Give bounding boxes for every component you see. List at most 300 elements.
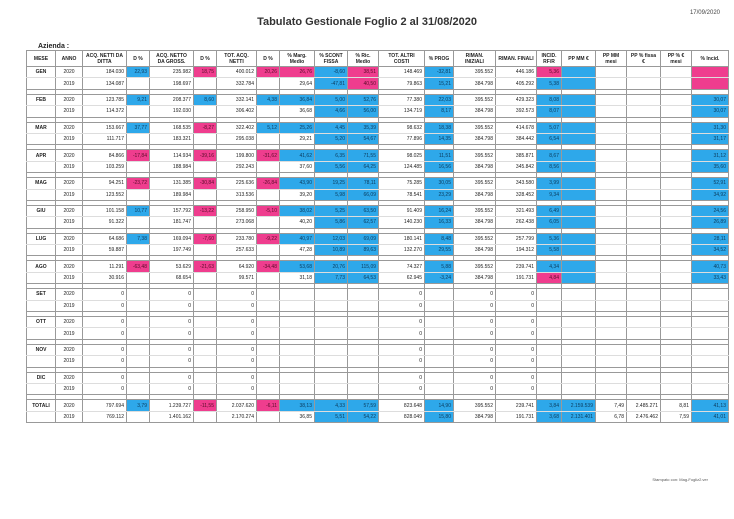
value-cell: 332.784 xyxy=(217,78,257,89)
column-header: RIMAN. INIZIALI xyxy=(454,51,496,67)
value-cell: 157.792 xyxy=(150,205,194,216)
value-cell: 5,07 xyxy=(537,122,562,133)
value-cell: -21,63 xyxy=(194,261,217,272)
value-cell: 4,33 xyxy=(315,400,348,411)
value-cell: 0 xyxy=(379,383,425,394)
value-cell: 38,51 xyxy=(348,67,379,78)
value-cell: 5,58 xyxy=(537,245,562,256)
value-cell: 53,68 xyxy=(280,261,315,272)
value-cell: 208.377 xyxy=(150,94,194,105)
value-cell: 59.887 xyxy=(83,245,127,256)
value-cell xyxy=(562,161,596,172)
value-cell: 4,84 xyxy=(537,272,562,283)
value-cell: 0 xyxy=(379,372,425,383)
value-cell: 0 xyxy=(83,383,127,394)
column-header: D % xyxy=(194,51,217,67)
value-cell: -8,60 xyxy=(315,67,348,78)
value-cell: 111.717 xyxy=(83,133,127,144)
value-cell xyxy=(280,300,315,311)
value-cell xyxy=(596,356,627,367)
value-cell: 0 xyxy=(150,289,194,300)
value-cell xyxy=(562,300,596,311)
value-cell xyxy=(562,205,596,216)
value-cell: 11.291 xyxy=(83,261,127,272)
table-row xyxy=(27,372,729,383)
value-cell: 395.552 xyxy=(454,400,496,411)
value-cell xyxy=(257,133,280,144)
value-cell xyxy=(596,161,627,172)
value-cell xyxy=(596,245,627,256)
column-header: INCID. RF/R xyxy=(537,51,562,67)
value-cell: 98.632 xyxy=(379,122,425,133)
value-cell: 71,55 xyxy=(348,150,379,161)
month-cell: SET xyxy=(27,289,56,300)
value-cell: 199.800 xyxy=(217,150,257,161)
value-cell xyxy=(627,300,661,311)
value-cell: 395.552 xyxy=(454,261,496,272)
value-cell xyxy=(348,328,379,339)
value-cell: 5,98 xyxy=(315,189,348,200)
value-cell xyxy=(257,300,280,311)
column-header: ANNO xyxy=(56,51,83,67)
value-cell: 0 xyxy=(217,344,257,355)
year-cell: 2019 xyxy=(56,78,83,89)
value-cell xyxy=(627,289,661,300)
table-row xyxy=(27,317,729,328)
value-cell: 40,97 xyxy=(280,233,315,244)
value-cell xyxy=(257,356,280,367)
value-cell xyxy=(661,261,692,272)
value-cell: 16,33 xyxy=(425,217,454,228)
value-cell: 191.731 xyxy=(496,272,537,283)
value-cell: 31,12 xyxy=(692,150,729,161)
value-cell: 183.321 xyxy=(150,133,194,144)
value-cell xyxy=(562,261,596,272)
value-cell: 0 xyxy=(496,317,537,328)
value-cell xyxy=(562,106,596,117)
value-cell xyxy=(194,245,217,256)
value-cell xyxy=(562,356,596,367)
value-cell: 8,56 xyxy=(537,161,562,172)
value-cell: 123.785 xyxy=(83,94,127,105)
table-row xyxy=(27,178,729,189)
value-cell xyxy=(692,78,729,89)
month-cell xyxy=(27,300,56,311)
year-cell: 2019 xyxy=(56,328,83,339)
value-cell xyxy=(348,372,379,383)
value-cell: -30,84 xyxy=(194,178,217,189)
value-cell xyxy=(596,189,627,200)
value-cell xyxy=(661,233,692,244)
value-cell xyxy=(280,372,315,383)
value-cell: 3,79 xyxy=(127,400,150,411)
table-row xyxy=(27,189,729,200)
value-cell: 5,86 xyxy=(315,217,348,228)
value-cell: 29,55 xyxy=(425,245,454,256)
value-cell: 69,09 xyxy=(348,233,379,244)
value-cell xyxy=(661,189,692,200)
value-cell: 400.012 xyxy=(217,67,257,78)
column-header: % PROG xyxy=(425,51,454,67)
value-cell: 62.945 xyxy=(379,272,425,283)
value-cell: 20,26 xyxy=(257,67,280,78)
value-cell: 395.552 xyxy=(454,94,496,105)
value-cell: 5,25 xyxy=(315,205,348,216)
value-cell xyxy=(127,328,150,339)
value-cell: 0 xyxy=(83,356,127,367)
value-cell: 101.158 xyxy=(83,205,127,216)
month-cell xyxy=(27,245,56,256)
value-cell xyxy=(194,383,217,394)
value-cell: 94.251 xyxy=(83,178,127,189)
value-cell xyxy=(127,217,150,228)
value-cell xyxy=(596,106,627,117)
value-cell xyxy=(692,328,729,339)
value-cell: 395.552 xyxy=(454,150,496,161)
value-cell: 5,38 xyxy=(537,78,562,89)
value-cell xyxy=(627,189,661,200)
table-row xyxy=(27,67,729,78)
value-cell xyxy=(661,178,692,189)
azienda-label: Azienda : xyxy=(38,43,70,50)
table-row xyxy=(27,150,729,161)
value-cell: 132.270 xyxy=(379,245,425,256)
value-cell: 384.798 xyxy=(454,189,496,200)
value-cell xyxy=(596,94,627,105)
year-cell: 2019 xyxy=(56,245,83,256)
value-cell xyxy=(692,372,729,383)
value-cell: 9,21 xyxy=(127,94,150,105)
value-cell xyxy=(661,106,692,117)
value-cell xyxy=(257,272,280,283)
table-row xyxy=(27,328,729,339)
value-cell xyxy=(627,122,661,133)
value-cell xyxy=(315,317,348,328)
month-cell xyxy=(27,106,56,117)
year-cell: 2019 xyxy=(56,106,83,117)
value-cell xyxy=(596,122,627,133)
value-cell: 5,88 xyxy=(425,261,454,272)
value-cell: 322.402 xyxy=(217,122,257,133)
value-cell: 37,60 xyxy=(280,161,315,172)
value-cell: 0 xyxy=(83,317,127,328)
value-cell: 131.385 xyxy=(150,178,194,189)
value-cell xyxy=(315,289,348,300)
value-cell: 6,49 xyxy=(537,205,562,216)
value-cell xyxy=(257,289,280,300)
table-row xyxy=(27,356,729,367)
value-cell xyxy=(425,289,454,300)
value-cell xyxy=(425,372,454,383)
value-cell: 0 xyxy=(379,289,425,300)
value-cell xyxy=(661,133,692,144)
value-cell: 77.380 xyxy=(379,94,425,105)
value-cell: 6,78 xyxy=(596,411,627,422)
value-cell xyxy=(348,356,379,367)
value-cell: 273.068 xyxy=(217,217,257,228)
value-cell: 0 xyxy=(496,328,537,339)
value-cell: 8,67 xyxy=(537,150,562,161)
value-cell xyxy=(627,356,661,367)
value-cell: 16,56 xyxy=(425,161,454,172)
value-cell xyxy=(257,372,280,383)
value-cell: 5,51 xyxy=(315,411,348,422)
value-cell: 43,90 xyxy=(280,178,315,189)
value-cell xyxy=(596,217,627,228)
value-cell xyxy=(537,328,562,339)
month-cell: LUG xyxy=(27,233,56,244)
value-cell: 37,77 xyxy=(127,122,150,133)
value-cell: 115,09 xyxy=(348,261,379,272)
value-cell: 123.552 xyxy=(83,189,127,200)
month-cell xyxy=(27,356,56,367)
column-header: % Ric. Medio xyxy=(348,51,379,67)
value-cell: 0 xyxy=(83,289,127,300)
value-cell: 395.552 xyxy=(454,205,496,216)
year-cell: 2020 xyxy=(56,400,83,411)
table-row xyxy=(27,94,729,105)
value-cell xyxy=(661,94,692,105)
value-cell xyxy=(348,344,379,355)
table-row xyxy=(27,344,729,355)
value-cell: 16,24 xyxy=(425,205,454,216)
value-cell: 262.438 xyxy=(496,217,537,228)
value-cell xyxy=(627,383,661,394)
value-cell xyxy=(627,344,661,355)
value-cell xyxy=(562,94,596,105)
value-cell: 2.476.462 xyxy=(627,411,661,422)
value-cell: 5,36 xyxy=(537,233,562,244)
value-cell: 191.731 xyxy=(496,411,537,422)
value-cell xyxy=(425,344,454,355)
value-cell xyxy=(280,383,315,394)
value-cell: 3,68 xyxy=(537,411,562,422)
value-cell: 38,02 xyxy=(280,205,315,216)
value-cell: 26,89 xyxy=(692,217,729,228)
value-cell: 64,25 xyxy=(348,161,379,172)
value-cell xyxy=(627,317,661,328)
year-cell: 2020 xyxy=(56,289,83,300)
year-cell: 2020 xyxy=(56,122,83,133)
value-cell xyxy=(425,317,454,328)
value-cell: 823.648 xyxy=(379,400,425,411)
value-cell xyxy=(661,205,692,216)
value-cell: 31,17 xyxy=(692,133,729,144)
value-cell: 23,29 xyxy=(425,189,454,200)
value-cell: 114.934 xyxy=(150,150,194,161)
value-cell xyxy=(596,78,627,89)
month-cell: FEB xyxy=(27,94,56,105)
value-cell: 2.159.539 xyxy=(562,400,596,411)
value-cell xyxy=(692,67,729,78)
value-cell xyxy=(194,317,217,328)
value-cell: 18,75 xyxy=(194,67,217,78)
year-cell: 2019 xyxy=(56,189,83,200)
value-cell xyxy=(661,245,692,256)
value-cell: 30.916 xyxy=(83,272,127,283)
value-cell: 134.719 xyxy=(379,106,425,117)
value-cell xyxy=(596,205,627,216)
value-cell xyxy=(661,372,692,383)
value-cell: 38,13 xyxy=(280,400,315,411)
management-table xyxy=(26,50,729,423)
value-cell: -34,48 xyxy=(257,261,280,272)
value-cell xyxy=(562,217,596,228)
value-cell: 14,90 xyxy=(425,400,454,411)
value-cell: 0 xyxy=(150,328,194,339)
value-cell xyxy=(627,328,661,339)
value-cell xyxy=(627,78,661,89)
column-header: PP % fissa € xyxy=(627,51,661,67)
year-cell: 2019 xyxy=(56,133,83,144)
column-header: D % xyxy=(127,51,150,67)
value-cell: -63,48 xyxy=(127,261,150,272)
value-cell xyxy=(194,189,217,200)
value-cell xyxy=(692,289,729,300)
value-cell xyxy=(562,272,596,283)
month-cell xyxy=(27,217,56,228)
value-cell: 15,80 xyxy=(425,411,454,422)
value-cell xyxy=(257,78,280,89)
value-cell: 184.030 xyxy=(83,67,127,78)
month-cell xyxy=(27,272,56,283)
value-cell xyxy=(596,67,627,78)
value-cell xyxy=(562,133,596,144)
value-cell: -9,22 xyxy=(257,233,280,244)
value-cell: 0 xyxy=(496,383,537,394)
footer-note: Stampato con: Mag-Fogliz2.ver xyxy=(652,477,708,482)
value-cell: 103.259 xyxy=(83,161,127,172)
value-cell: -13,22 xyxy=(194,205,217,216)
value-cell: 36,68 xyxy=(280,106,315,117)
value-cell xyxy=(627,178,661,189)
value-cell xyxy=(194,272,217,283)
value-cell xyxy=(194,106,217,117)
value-cell: 30,07 xyxy=(692,94,729,105)
value-cell: 28,11 xyxy=(692,233,729,244)
value-cell: 153.667 xyxy=(83,122,127,133)
value-cell xyxy=(537,383,562,394)
month-cell: TOTALI xyxy=(27,400,56,411)
value-cell: 29,21 xyxy=(280,133,315,144)
value-cell xyxy=(661,300,692,311)
value-cell: 194.312 xyxy=(496,245,537,256)
value-cell: 395.552 xyxy=(454,67,496,78)
value-cell: -8,27 xyxy=(194,122,217,133)
value-cell: 5,00 xyxy=(315,94,348,105)
value-cell: 414.678 xyxy=(496,122,537,133)
table-row xyxy=(27,383,729,394)
value-cell: 233.780 xyxy=(217,233,257,244)
value-cell xyxy=(661,356,692,367)
value-cell xyxy=(127,383,150,394)
value-cell: 2.037.620 xyxy=(217,400,257,411)
value-cell: 36,84 xyxy=(280,94,315,105)
value-cell xyxy=(562,317,596,328)
value-cell xyxy=(596,317,627,328)
value-cell: 5,20 xyxy=(315,133,348,144)
value-cell: 225.636 xyxy=(217,178,257,189)
value-cell: 39,20 xyxy=(280,189,315,200)
value-cell: 395.552 xyxy=(454,178,496,189)
value-cell xyxy=(562,233,596,244)
value-cell xyxy=(127,411,150,422)
value-cell: 384.798 xyxy=(454,272,496,283)
value-cell xyxy=(692,317,729,328)
value-cell xyxy=(315,328,348,339)
value-cell: 77.896 xyxy=(379,133,425,144)
value-cell: -26,84 xyxy=(257,178,280,189)
value-cell xyxy=(257,217,280,228)
value-cell: 180.141 xyxy=(379,233,425,244)
month-cell: MAR xyxy=(27,122,56,133)
value-cell xyxy=(661,383,692,394)
year-cell: 2020 xyxy=(56,205,83,216)
value-cell: 140.230 xyxy=(379,217,425,228)
column-header: ACQ. NETTI DA DITTA xyxy=(83,51,127,67)
table-row xyxy=(27,245,729,256)
table-row xyxy=(27,78,729,89)
value-cell: 64,53 xyxy=(348,272,379,283)
value-cell: 47,28 xyxy=(280,245,315,256)
value-cell: 8,08 xyxy=(537,94,562,105)
value-cell: 7,73 xyxy=(315,272,348,283)
value-cell: 797.694 xyxy=(83,400,127,411)
value-cell xyxy=(627,372,661,383)
value-cell: 8,17 xyxy=(425,106,454,117)
value-cell xyxy=(194,78,217,89)
table-body xyxy=(27,67,729,423)
table-row xyxy=(27,289,729,300)
value-cell xyxy=(127,289,150,300)
year-cell: 2019 xyxy=(56,217,83,228)
value-cell: 7,38 xyxy=(127,233,150,244)
value-cell: -3,24 xyxy=(425,272,454,283)
value-cell: 29,64 xyxy=(280,78,315,89)
value-cell xyxy=(194,328,217,339)
value-cell: 64.920 xyxy=(217,261,257,272)
value-cell: 41,62 xyxy=(280,150,315,161)
value-cell: 14,35 xyxy=(425,133,454,144)
value-cell: 26,76 xyxy=(280,67,315,78)
value-cell: 34,52 xyxy=(692,245,729,256)
value-cell: -23,72 xyxy=(127,178,150,189)
value-cell: 0 xyxy=(496,372,537,383)
value-cell xyxy=(692,356,729,367)
value-cell: 11,51 xyxy=(425,150,454,161)
month-cell: APR xyxy=(27,150,56,161)
table-header-row xyxy=(27,51,729,67)
value-cell: -11,55 xyxy=(194,400,217,411)
value-cell: 0 xyxy=(83,328,127,339)
value-cell xyxy=(596,328,627,339)
value-cell xyxy=(562,150,596,161)
value-cell: 385.871 xyxy=(496,150,537,161)
value-cell xyxy=(562,383,596,394)
value-cell: 18,38 xyxy=(425,122,454,133)
value-cell xyxy=(257,344,280,355)
value-cell xyxy=(315,372,348,383)
column-header: % SCONT FISSA xyxy=(315,51,348,67)
value-cell xyxy=(280,317,315,328)
value-cell: 395.552 xyxy=(454,122,496,133)
value-cell: 0 xyxy=(217,300,257,311)
value-cell: 392.573 xyxy=(496,106,537,117)
value-cell: 0 xyxy=(217,317,257,328)
value-cell: 446.186 xyxy=(496,67,537,78)
value-cell: 405.292 xyxy=(496,78,537,89)
value-cell: -6,11 xyxy=(257,400,280,411)
